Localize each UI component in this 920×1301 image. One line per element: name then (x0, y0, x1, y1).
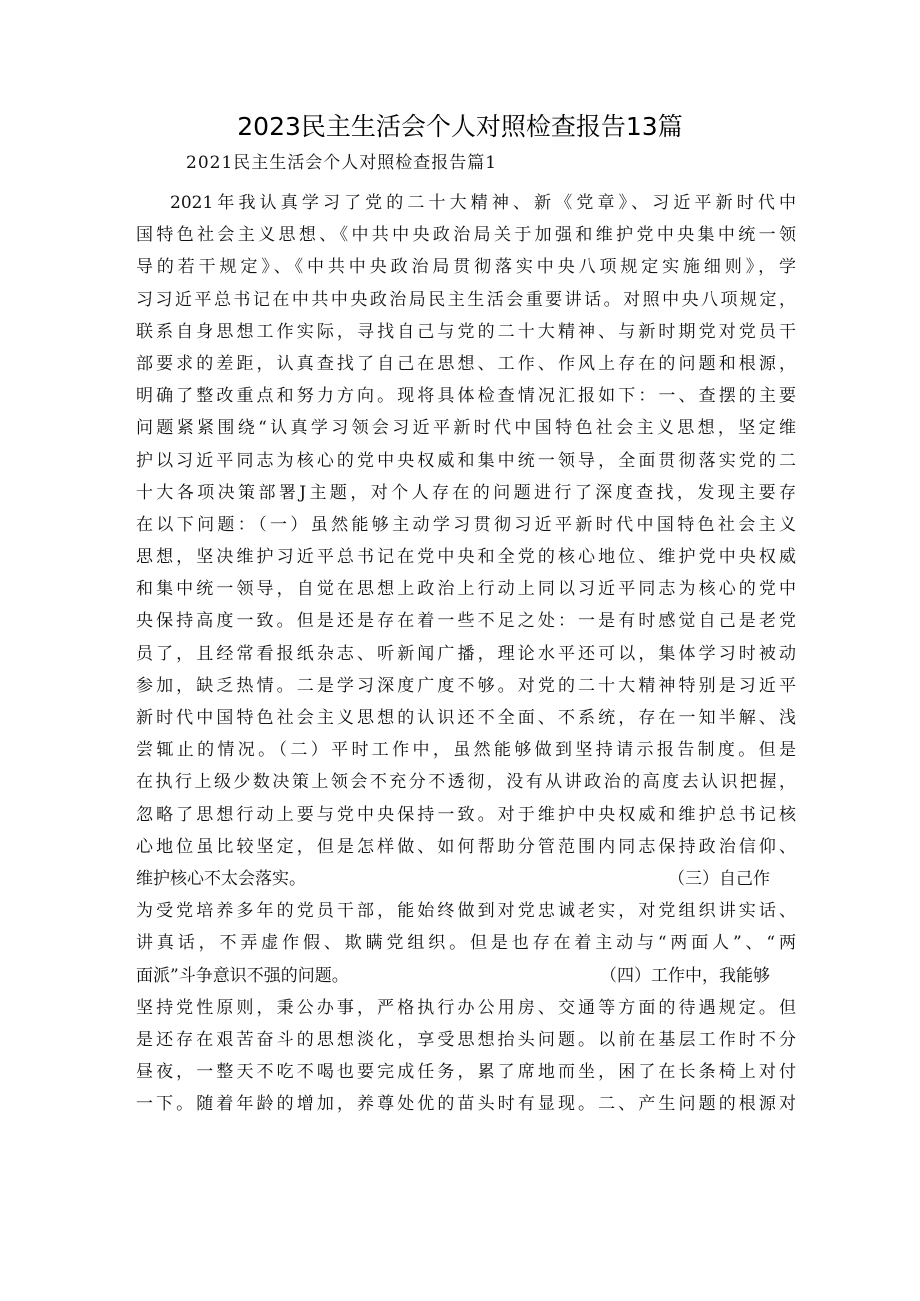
document-subtitle: 2021民主生活会个人对照检查报告篇1 (186, 153, 498, 173)
paragraph-line: 明确了整改重点和努力方向。现将具体检查情况汇报如下：一、查摆的主要 (136, 386, 796, 407)
split-paragraph-line (136, 863, 796, 895)
paragraph-line: 导的若干规定》、《中共中央政治局贯彻落实中央八项规定实施细则》，学 (136, 257, 796, 278)
paragraph-line: 忽略了思想行动上要与党中央保持一致。对于维护中央权威和维护总书记核 (136, 804, 796, 825)
paragraph-line: 讲真话，不弄虚作假、欺瞒党组织。但是也存在着主动与“两面人”、“两 (136, 933, 796, 954)
paragraph-line: 是还存在艰苦奋斗的思想淡化，享受思想抬头问题。以前在基层工作时不分 (136, 1029, 796, 1050)
paragraph-line: 和集中统一领导，自觉在思想上政治上行动上同以习近平同志为核心的党中 (136, 579, 796, 600)
split-paragraph-line (136, 960, 796, 992)
split-line-left: 维护核心不太会落实。 (136, 868, 306, 889)
paragraph-line: 2021年我认真学习了党的二十大精神、新《党章》、习近平新时代中 (170, 193, 796, 213)
paragraph-line: 央保持高度一致。但是还是存在着一些不足之处：一是有时感觉自己是老党 (136, 611, 796, 632)
paragraph-line: 为受党培养多年的党员干部，能始终做到对党忠诚老实，对党组织讲实话、 (136, 901, 796, 922)
paragraph-line: 联系自身思想工作实际，寻找自己与党的二十大精神、与新时期党对党员干 (136, 321, 796, 342)
paragraph-line: 尝辄止的情况。（二）平时工作中，虽然能够做到坚持请示报告制度。但是 (136, 740, 796, 761)
paragraph-line: 护以习近平同志为核心的党中央权威和集中统一领导，全面贯彻落实党的二 (136, 450, 796, 471)
paragraph-line: 问题紧紧围绕“认真学习领会习近平新时代中国特色社会主义思想，坚定维 (136, 418, 796, 439)
split-line-right: （三）自己作 (668, 868, 770, 889)
paragraph-line: 十大各项决策部署J主题，对个人存在的问题进行了深度查找，发现主要存 (136, 482, 796, 503)
paragraph-line: 参加，缺乏热情。二是学习深度广度不够。对党的二十大精神特别是习近平 (136, 675, 796, 696)
split-line-right: （四）工作中，我能够 (600, 965, 770, 986)
paragraph-line: 思想，坚决维护习近平总书记在党中央和全党的核心地位、维护党中央权威 (136, 547, 796, 568)
paragraph-line: 一下。随着年龄的增加，养尊处优的苗头时有显现。二、产生问题的根源对 (136, 1094, 796, 1115)
paragraph-line: 新时代中国特色社会主义思想的认识还不全面、不系统，存在一知半解、浅 (136, 708, 796, 728)
paragraph-line: 习习近平总书记在中共中央政治局民主生活会重要讲话。对照中央八项规定， (136, 289, 796, 310)
paragraph-line: 员了，且经常看报纸杂志、听新闻广播，理论水平还可以，集体学习时被动 (136, 643, 796, 664)
paragraph-line: 国特色社会主义思想、《中共中央政治局关于加强和维护党中央集中统一领 (136, 225, 796, 246)
paragraph-line: 昼夜，一整天不吃不喝也要完成任务，累了席地而坐，困了在长条椅上对付 (136, 1062, 796, 1083)
document-title: 2023民主生活会个人对照检查报告13篇 (237, 112, 683, 141)
paragraph-line: 在以下问题：（一）虽然能够主动学习贯彻习近平新时代中国特色社会主义 (136, 514, 796, 535)
document-body (136, 187, 796, 1120)
paragraph-line: 部要求的差距，认真查找了自己在思想、工作、作风上存在的问题和根源， (136, 353, 796, 374)
paragraph-line: 坚持党性原则，秉公办事，严格执行办公用房、交通等方面的待遇规定。但 (136, 997, 796, 1018)
split-line-left: 面派”斗争意识不强的问题。 (136, 965, 349, 986)
paragraph-line: 在执行上级少数决策上领会不充分不透彻，没有从讲政治的高度去认识把握， (136, 772, 796, 793)
paragraph-line: 心地位虽比较坚定，但是怎样做、如何帮助分管范围内同志保持政治信仰、 (136, 836, 796, 857)
